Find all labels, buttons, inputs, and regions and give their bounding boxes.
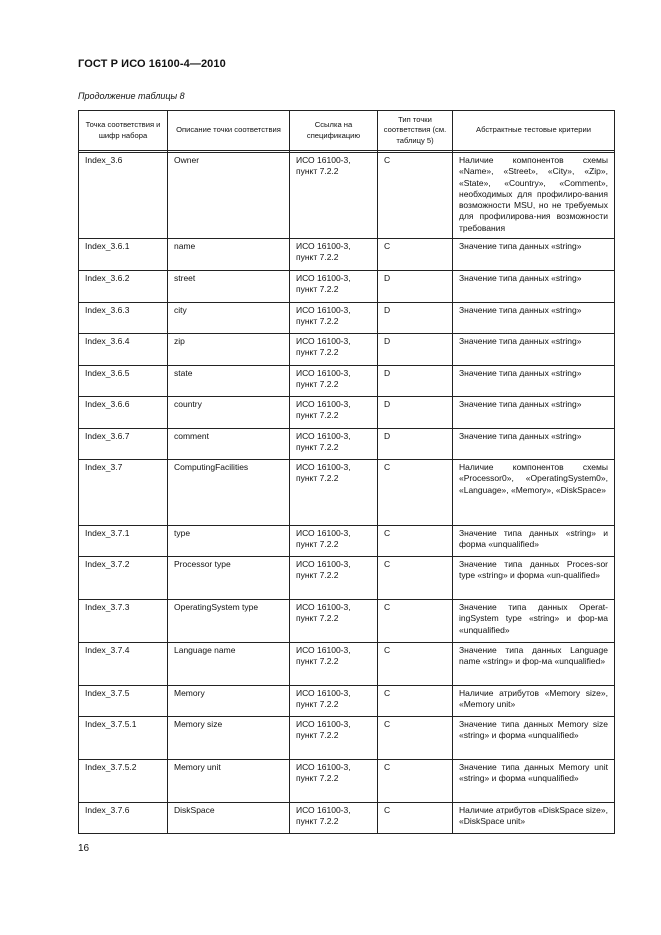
cell-reference: ИСО 16100-3, пункт 7.2.2 bbox=[290, 600, 378, 643]
table-row bbox=[79, 760, 615, 803]
cell-type: C bbox=[378, 686, 453, 717]
cell-type: C bbox=[378, 460, 453, 526]
cell-reference: ИСО 16100-3, пункт 7.2.2 bbox=[290, 760, 378, 803]
cell-description: Owner bbox=[168, 153, 290, 239]
cell-reference: ИСО 16100-3, пункт 7.2.2 bbox=[290, 803, 378, 834]
cell-type: D bbox=[378, 397, 453, 429]
cell-type: C bbox=[378, 643, 453, 686]
cell-description: Memory unit bbox=[168, 760, 290, 803]
cell-conformance-point: Index_3.6.5 bbox=[79, 366, 168, 397]
cell-description: type bbox=[168, 526, 290, 557]
cell-description: state bbox=[168, 366, 290, 397]
page-number: 16 bbox=[78, 843, 90, 854]
table-row bbox=[79, 239, 615, 271]
cell-description: comment bbox=[168, 429, 290, 460]
cell-description: name bbox=[168, 239, 290, 271]
cell-criteria: Значение типа данных Memory unit «string» и форма «unqualified» bbox=[453, 760, 615, 803]
cell-type: D bbox=[378, 366, 453, 397]
cell-reference: ИСО 16100-3, пункт 7.2.2 bbox=[290, 429, 378, 460]
table-row bbox=[79, 686, 615, 717]
cell-conformance-point: Index_3.6.1 bbox=[79, 239, 168, 271]
cell-type: C bbox=[378, 153, 453, 239]
cell-criteria: Наличие атрибутов «Memory size», «Memory unit» bbox=[453, 686, 615, 717]
cell-reference: ИСО 16100-3, пункт 7.2.2 bbox=[290, 557, 378, 600]
table-row bbox=[79, 600, 615, 643]
cell-type: D bbox=[378, 429, 453, 460]
table-row bbox=[79, 643, 615, 686]
cell-criteria: Наличие компонентов схемы «Processor0», «OperatingSystem0», «Language», «Memory», «DiskSpace» bbox=[453, 460, 615, 526]
cell-description: country bbox=[168, 397, 290, 429]
cell-criteria: Значение типа данных «string» bbox=[453, 334, 615, 366]
header-reference: Ссылка на спецификацию bbox=[290, 111, 378, 151]
table-caption: Продолжение таблицы 8 bbox=[78, 91, 185, 101]
table-row bbox=[79, 460, 615, 526]
cell-type: D bbox=[378, 303, 453, 334]
cell-reference: ИСО 16100-3, пункт 7.2.2 bbox=[290, 239, 378, 271]
cell-reference: ИСО 16100-3, пункт 7.2.2 bbox=[290, 366, 378, 397]
cell-description: city bbox=[168, 303, 290, 334]
cell-description: Language name bbox=[168, 643, 290, 686]
cell-description: ComputingFacilities bbox=[168, 460, 290, 526]
cell-type: C bbox=[378, 760, 453, 803]
cell-description: street bbox=[168, 271, 290, 303]
cell-type: C bbox=[378, 803, 453, 834]
cell-reference: ИСО 16100-3, пункт 7.2.2 bbox=[290, 153, 378, 239]
header-conformance-point: Точка соответствия и шифр набора bbox=[79, 111, 168, 151]
cell-criteria: Значение типа данных Proces-sor type «string» и форма «un-qualified» bbox=[453, 557, 615, 600]
cell-conformance-point: Index_3.6.7 bbox=[79, 429, 168, 460]
cell-conformance-point: Index_3.7.1 bbox=[79, 526, 168, 557]
cell-reference: ИСО 16100-3, пункт 7.2.2 bbox=[290, 643, 378, 686]
table-row bbox=[79, 334, 615, 366]
cell-conformance-point: Index_3.7.5 bbox=[79, 686, 168, 717]
table-row bbox=[79, 153, 615, 239]
cell-conformance-point: Index_3.7.2 bbox=[79, 557, 168, 600]
cell-reference: ИСО 16100-3, пункт 7.2.2 bbox=[290, 303, 378, 334]
header-description: Описание точки соответствия bbox=[168, 111, 290, 151]
cell-reference: ИСО 16100-3, пункт 7.2.2 bbox=[290, 460, 378, 526]
cell-description: OperatingSystem type bbox=[168, 600, 290, 643]
cell-criteria: Значение типа данных Operat-ingSystem type «string» и фор-ма «unqualified» bbox=[453, 600, 615, 643]
cell-criteria: Значение типа данных Memory size «string» и форма «unqualified» bbox=[453, 717, 615, 760]
cell-criteria: Значение типа данных Language name «string» и фор-ма «unqualified» bbox=[453, 643, 615, 686]
cell-conformance-point: Index_3.6.6 bbox=[79, 397, 168, 429]
table-body bbox=[79, 151, 615, 834]
cell-conformance-point: Index_3.7.4 bbox=[79, 643, 168, 686]
table-row bbox=[79, 366, 615, 397]
table-row bbox=[79, 803, 615, 834]
table-row bbox=[79, 557, 615, 600]
document-title: ГОСТ Р ИСО 16100-4—2010 bbox=[78, 58, 226, 70]
cell-reference: ИСО 16100-3, пункт 7.2.2 bbox=[290, 397, 378, 429]
cell-description: Memory size bbox=[168, 717, 290, 760]
cell-criteria: Наличие компонентов схемы «Name», «Street», «City», «Zip», «State», «Country», «Comment», необходимых для профилиро-вания возможности MSU, но не требуемых для профилирова-ния возможности требования bbox=[453, 153, 615, 239]
table-row bbox=[79, 526, 615, 557]
cell-reference: ИСО 16100-3, пункт 7.2.2 bbox=[290, 271, 378, 303]
header-type: Тип точки соответствия (см. таблицу 5) bbox=[378, 111, 453, 151]
cell-conformance-point: Index_3.6.2 bbox=[79, 271, 168, 303]
cell-type: C bbox=[378, 526, 453, 557]
table-header-row bbox=[79, 111, 615, 151]
cell-description: Memory bbox=[168, 686, 290, 717]
cell-criteria: Значение типа данных «string» bbox=[453, 271, 615, 303]
cell-criteria: Наличие атрибутов «DiskSpace size», «DiskSpace unit» bbox=[453, 803, 615, 834]
cell-type: C bbox=[378, 600, 453, 643]
cell-criteria: Значение типа данных «string» bbox=[453, 429, 615, 460]
cell-description: zip bbox=[168, 334, 290, 366]
cell-criteria: Значение типа данных «string» и форма «unqualified» bbox=[453, 526, 615, 557]
cell-criteria: Значение типа данных «string» bbox=[453, 366, 615, 397]
cell-conformance-point: Index_3.6.3 bbox=[79, 303, 168, 334]
cell-reference: ИСО 16100-3, пункт 7.2.2 bbox=[290, 526, 378, 557]
table-row bbox=[79, 271, 615, 303]
cell-type: C bbox=[378, 557, 453, 600]
cell-type: D bbox=[378, 271, 453, 303]
cell-conformance-point: Index_3.7.5.1 bbox=[79, 717, 168, 760]
cell-conformance-point: Index_3.7.3 bbox=[79, 600, 168, 643]
cell-conformance-point: Index_3.7.5.2 bbox=[79, 760, 168, 803]
cell-type: D bbox=[378, 334, 453, 366]
cell-reference: ИСО 16100-3, пункт 7.2.2 bbox=[290, 717, 378, 760]
cell-description: Processor type bbox=[168, 557, 290, 600]
cell-conformance-point: Index_3.6.4 bbox=[79, 334, 168, 366]
cell-conformance-point: Index_3.7.6 bbox=[79, 803, 168, 834]
table-row bbox=[79, 429, 615, 460]
cell-reference: ИСО 16100-3, пункт 7.2.2 bbox=[290, 686, 378, 717]
cell-conformance-point: Index_3.6 bbox=[79, 153, 168, 239]
header-criteria: Абстрактные тестовые критерии bbox=[453, 111, 615, 151]
table-row bbox=[79, 303, 615, 334]
table-row bbox=[79, 717, 615, 760]
cell-conformance-point: Index_3.7 bbox=[79, 460, 168, 526]
cell-description: DiskSpace bbox=[168, 803, 290, 834]
table-row bbox=[79, 397, 615, 429]
cell-criteria: Значение типа данных «string» bbox=[453, 239, 615, 271]
cell-reference: ИСО 16100-3, пункт 7.2.2 bbox=[290, 334, 378, 366]
cell-criteria: Значение типа данных «string» bbox=[453, 303, 615, 334]
conformance-table bbox=[78, 110, 615, 834]
cell-criteria: Значение типа данных «string» bbox=[453, 397, 615, 429]
cell-type: C bbox=[378, 717, 453, 760]
cell-type: C bbox=[378, 239, 453, 271]
